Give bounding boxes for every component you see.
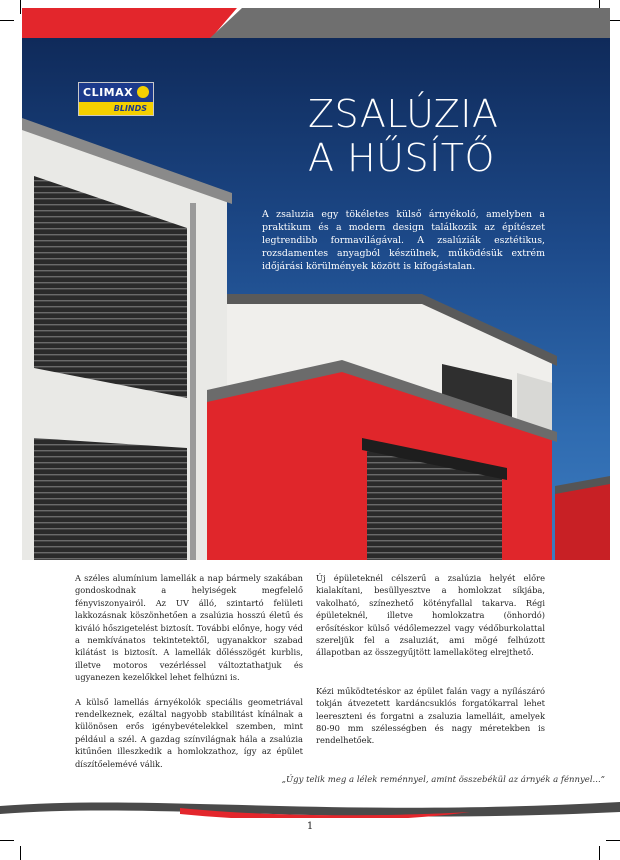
header-accent-bar bbox=[22, 8, 237, 38]
page-number: 1 bbox=[306, 821, 314, 832]
page-title bbox=[308, 92, 499, 180]
crop-mark bbox=[599, 846, 600, 860]
crop-mark bbox=[20, 846, 21, 860]
title-line-1: ZSALÚZIA bbox=[308, 92, 499, 136]
title-line-2: A HŰSÍTŐ bbox=[308, 136, 495, 180]
logo-wordmark: CLIMAX bbox=[79, 83, 153, 102]
crop-mark bbox=[0, 840, 14, 841]
body-paragraph: A külső lamellás árnyékolók speciális geometriával rendelkeznek, ezáltal nagyobb stabilitást kínálnak a különösen erős igénybevételekkel szemben, mint például a szél. A gazdag színvilágnak hála a zsalúzia kitűnően illeszkedik a homlokzathoz, így az épület díszítőelemévé válik. bbox=[75, 696, 303, 769]
logo-emblem-icon bbox=[137, 86, 149, 98]
crop-mark bbox=[20, 0, 21, 14]
body-paragraph: Új épületeknél célszerű a zsalúzia helyét előre kialakítani, besüllyesztve a homlokzat síkjába, vakolható, színezhető kötényfallal takarva. Régi épületeknél, illetve homlokzatra (önhordó) erősítéskor külső védőlemezzel vagy védőburkolattal szereljük fel a zsaluziát, ami mögé felhúzott állapotban az összegyűjtött lamellaköteg elrejthető. bbox=[316, 573, 545, 658]
footer-quote: „Úgy telik meg a lélek reménnyel, amint összebékül az árnyék a fénnyel...” bbox=[281, 775, 605, 785]
logo-subtext: BLINDS bbox=[79, 102, 153, 115]
climax-blinds-logo bbox=[78, 82, 154, 116]
hero-photo bbox=[22, 38, 610, 560]
footer-swoosh bbox=[0, 788, 620, 818]
crop-mark bbox=[0, 20, 14, 21]
body-column-left bbox=[75, 572, 303, 782]
intro-paragraph: A zsaluzia egy tökéletes külső árnyékoló, amelyben a praktikum és a modern design találkozik az építészet legtrendibb formavilágával. A zsalúziák esztétikus, rozsdamentes anyagból készülnek, működésük extrém időjárási körülmények között is kifogástalan. bbox=[262, 209, 545, 272]
body-paragraph: A széles alumínium lamellák a nap bármely szakában gondoskodnak a helyiségek megfelelő fényviszonyairól. Az UV álló, szintartó felületi lakkozásnak köszönhetően a zsalúzia hosszú életű és kiváló hőszigetelést biztosít. További előnye, hogy véd a nemkívánatos tekintetektől, ugyanakkor szabad kilátást is biztosít. A lamellák dőlésszögét kurblis, illetve motoros vezérléssel változtathatjuk és ugyanezen kezelőkkel lehet felhúzni is. bbox=[75, 573, 303, 683]
crop-mark bbox=[606, 840, 620, 841]
body-paragraph: Kézi működtetéskor az épület falán vagy a nyílászáró tokján átvezetett kardáncsuklós forgatókarral lehet leereszteni és forgatni a zsaluzia lamelláit, amelyek 80-90 mm szélességben és nagy méretekben is rendelhetőek. bbox=[316, 685, 545, 746]
body-column-right bbox=[316, 572, 545, 759]
header-gray-bar bbox=[210, 8, 610, 38]
